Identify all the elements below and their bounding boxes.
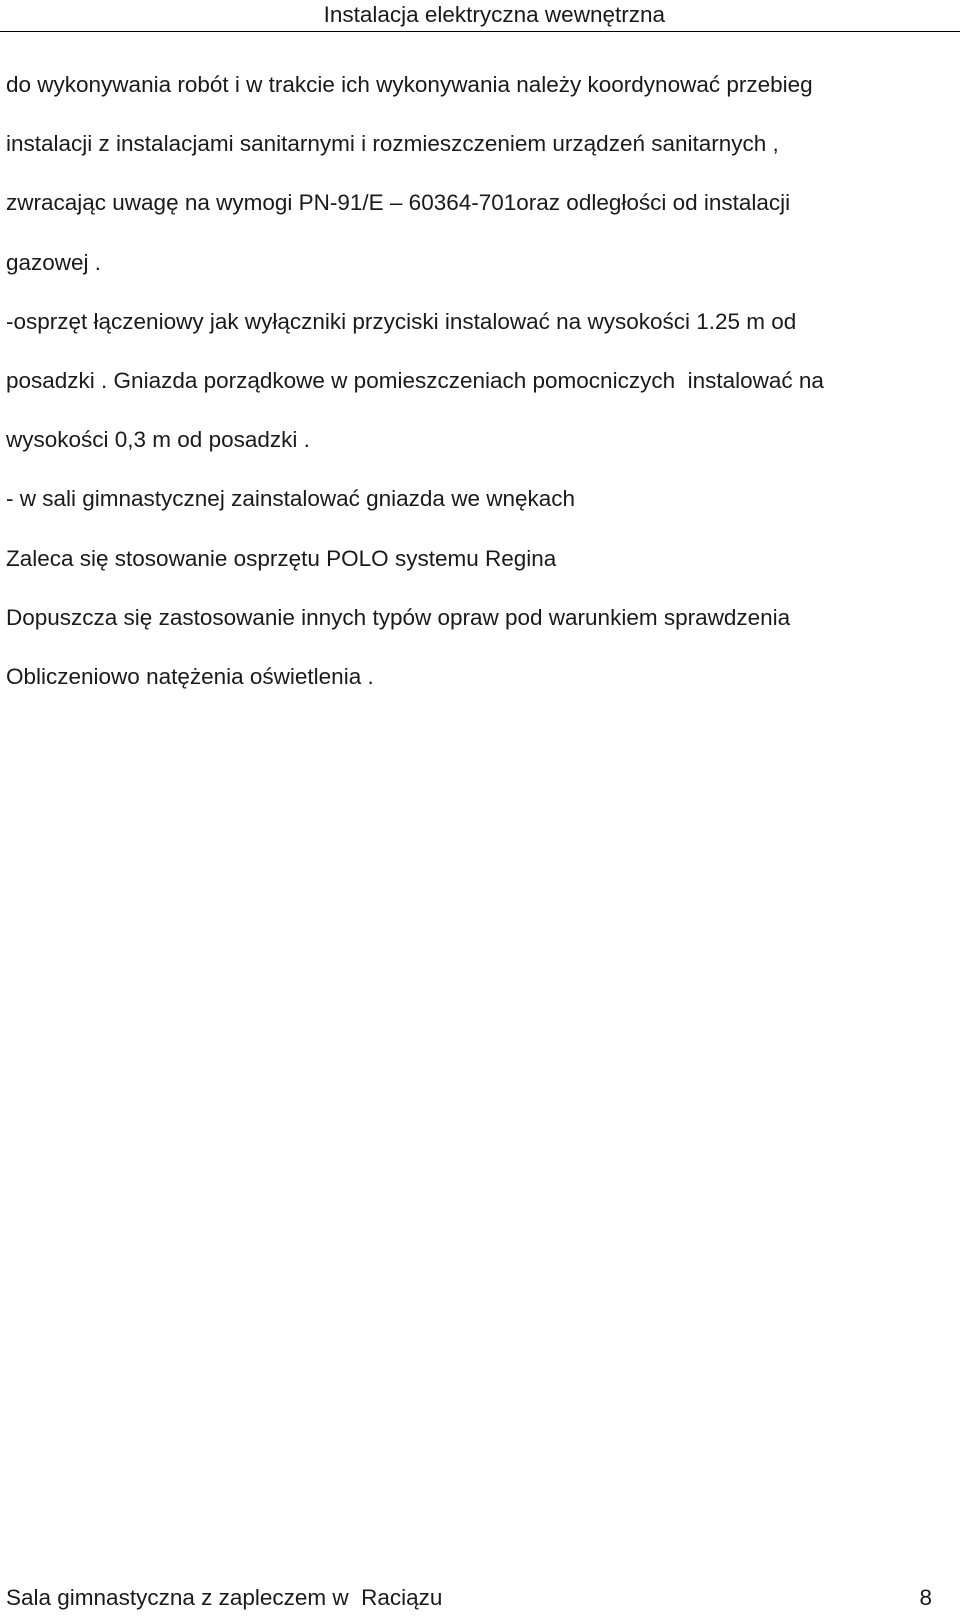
footer-title: Sala gimnastyczna z zapleczem w Raciązu	[6, 1585, 443, 1610]
page-footer	[0, 1583, 960, 1613]
text-line: posadzki . Gniazda porządkowe w pomieszczeniach pomocniczych instalować na	[6, 367, 824, 393]
text-line: Zaleca się stosowanie osprzętu POLO systemu Regina	[6, 545, 557, 571]
page-number: 8	[919, 1585, 932, 1610]
text-line: zwracając uwagę na wymogi PN-91/E – 60364-701oraz odległości od instalacji	[6, 190, 791, 216]
text-line: -osprzęt łączeniowy jak wyłączniki przyciski instalować na wysokości 1.25 m od	[6, 308, 797, 334]
text-line: - w sali gimnastycznej zainstalować gniazda we wnękach	[6, 486, 576, 512]
text-line: wysokości 0,3 m od posadzki .	[6, 427, 310, 453]
text-line: instalacji z instalacjami sanitarnymi i rozmieszczeniem urządzeń sanitarnych ,	[6, 131, 779, 157]
text-line: Dopuszcza się zastosowanie innych typów opraw pod warunkiem sprawdzenia	[6, 604, 791, 630]
header-title: Instalacja elektryczna wewnętrzna	[323, 2, 665, 27]
body-text	[6, 66, 946, 717]
text-line: Obliczeniowo natężenia oświetlenia .	[6, 663, 374, 689]
page-header	[0, 0, 960, 32]
text-line: gazowej .	[6, 249, 102, 275]
text-line: do wykonywania robót i w trakcie ich wykonywania należy koordynować przebieg	[6, 72, 813, 97]
